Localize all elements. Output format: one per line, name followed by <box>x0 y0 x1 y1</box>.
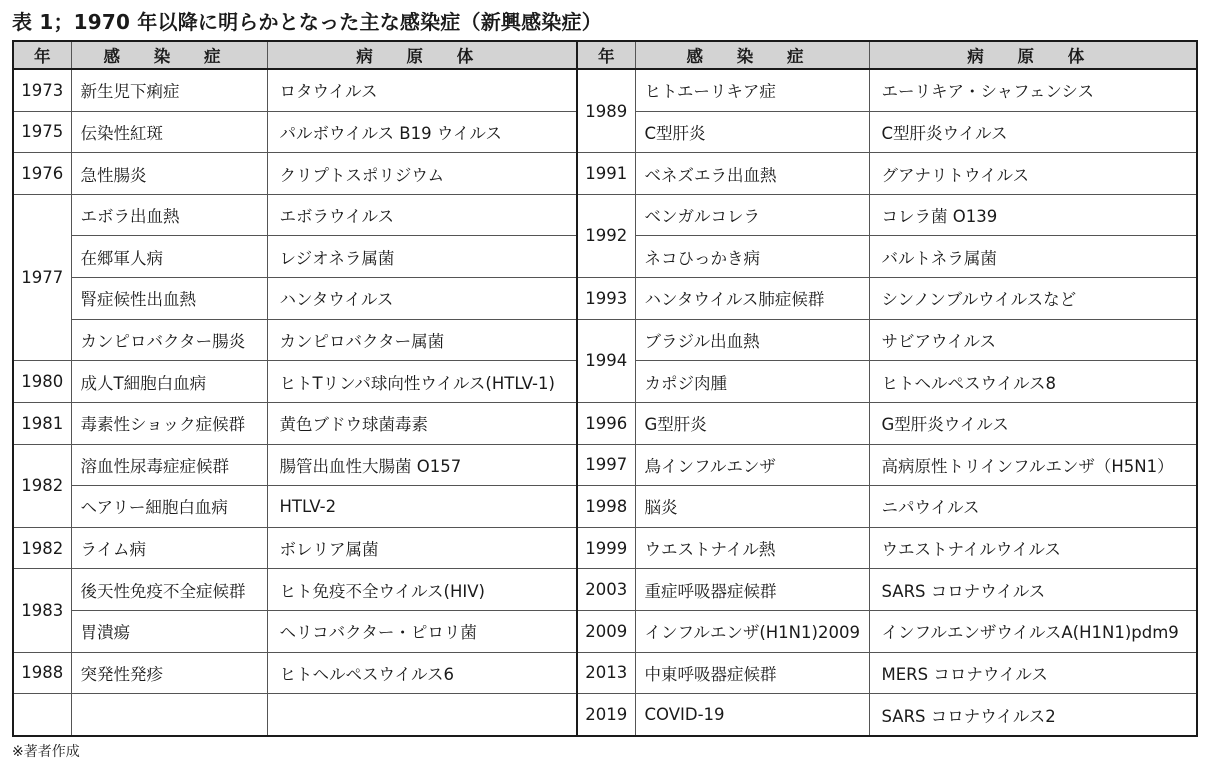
year-cell: 1982 <box>13 444 71 527</box>
table-row <box>13 486 1197 528</box>
table-row <box>13 444 1197 486</box>
pathogen-cell: エボラウイルス <box>267 194 577 236</box>
disease-cell: ウエストナイル熱 <box>635 527 869 569</box>
disease-cell: ブラジル出血熱 <box>635 319 869 361</box>
disease-cell: 脳炎 <box>635 486 869 528</box>
pathogen-cell: クリプトスポリジウム <box>267 153 577 195</box>
year-cell: 2003 <box>577 569 635 611</box>
year-cell: 1980 <box>13 361 71 403</box>
table-row <box>13 153 1197 195</box>
header-disease-right: 感 染 症 <box>635 41 869 69</box>
table-row <box>13 194 1197 236</box>
year-cell: 1992 <box>577 194 635 277</box>
pathogen-cell: ロタウイルス <box>267 69 577 111</box>
disease-cell: G型肝炎 <box>635 402 869 444</box>
disease-cell: ヒトエーリキア症 <box>635 69 869 111</box>
disease-cell: カンピロバクター腸炎 <box>71 319 267 361</box>
disease-cell <box>71 694 267 736</box>
disease-cell: 成人T細胞白血病 <box>71 361 267 403</box>
pathogen-cell: ヒトヘルペスウイルス6 <box>267 652 577 694</box>
year-cell: 1999 <box>577 527 635 569</box>
disease-cell: 毒素性ショック症候群 <box>71 402 267 444</box>
disease-cell: 伝染性紅斑 <box>71 111 267 153</box>
pathogen-cell: G型肝炎ウイルス <box>869 402 1197 444</box>
source-note: ※著者作成 <box>12 744 80 760</box>
disease-cell: エボラ出血熱 <box>71 194 267 236</box>
disease-cell: C型肝炎 <box>635 111 869 153</box>
disease-cell: 在郷軍人病 <box>71 236 267 278</box>
pathogen-cell: ハンタウイルス <box>267 278 577 320</box>
year-cell: 1981 <box>13 402 71 444</box>
year-cell: 1982 <box>13 527 71 569</box>
disease-cell: 鳥インフルエンザ <box>635 444 869 486</box>
year-cell: 1997 <box>577 444 635 486</box>
table-row <box>13 319 1197 361</box>
pathogen-cell: サビアウイルス <box>869 319 1197 361</box>
year-cell: 2013 <box>577 652 635 694</box>
pathogen-cell: レジオネラ属菌 <box>267 236 577 278</box>
disease-cell: 中東呼吸器症候群 <box>635 652 869 694</box>
pathogen-cell: C型肝炎ウイルス <box>869 111 1197 153</box>
table-row <box>13 652 1197 694</box>
header-pathogen-left: 病 原 体 <box>267 41 577 69</box>
disease-cell: インフルエンザ(H1N1)2009 <box>635 610 869 652</box>
disease-cell: 新生児下痢症 <box>71 69 267 111</box>
table-row <box>13 69 1197 111</box>
year-cell: 1991 <box>577 153 635 195</box>
pathogen-cell: ボレリア属菌 <box>267 527 577 569</box>
pathogen-cell: SARS コロナウイルス2 <box>869 694 1197 736</box>
disease-cell: ネコひっかき病 <box>635 236 869 278</box>
year-cell: 1975 <box>13 111 71 153</box>
disease-cell: COVID-19 <box>635 694 869 736</box>
disease-cell: ライム病 <box>71 527 267 569</box>
pathogen-cell: SARS コロナウイルス <box>869 569 1197 611</box>
disease-cell: ヘアリー細胞白血病 <box>71 486 267 528</box>
pathogen-cell <box>267 694 577 736</box>
pathogen-cell: ニパウイルス <box>869 486 1197 528</box>
pathogen-cell: HTLV-2 <box>267 486 577 528</box>
table-title: 表 1；1970 年以降に明らかとなった主な感染症（新興感染症） <box>12 10 602 34</box>
table-row <box>13 694 1197 736</box>
disease-cell: 重症呼吸器症候群 <box>635 569 869 611</box>
pathogen-cell: ヒトTリンパ球向性ウイルス(HTLV-1) <box>267 361 577 403</box>
year-cell: 1994 <box>577 319 635 402</box>
pathogen-cell: エーリキア・シャフェンシス <box>869 69 1197 111</box>
year-cell: 1973 <box>13 69 71 111</box>
pathogen-cell: ヒト免疫不全ウイルス(HIV) <box>267 569 577 611</box>
disease-cell: 後天性免疫不全症候群 <box>71 569 267 611</box>
disease-cell: 溶血性尿毒症症候群 <box>71 444 267 486</box>
disease-cell: ハンタウイルス肺症候群 <box>635 278 869 320</box>
pathogen-cell: グアナリトウイルス <box>869 153 1197 195</box>
year-cell: 1996 <box>577 402 635 444</box>
header-row <box>13 41 1197 69</box>
year-cell: 1977 <box>13 194 71 360</box>
pathogen-cell: コレラ菌 O139 <box>869 194 1197 236</box>
table-row <box>13 402 1197 444</box>
pathogen-cell: 腸管出血性大腸菌 O157 <box>267 444 577 486</box>
header-disease-left: 感 染 症 <box>71 41 267 69</box>
table-row <box>13 527 1197 569</box>
disease-cell: 腎症候性出血熱 <box>71 278 267 320</box>
pathogen-cell: ヘリコバクター・ピロリ菌 <box>267 610 577 652</box>
disease-cell: ベンガルコレラ <box>635 194 869 236</box>
year-cell: 1983 <box>13 569 71 652</box>
disease-cell: 胃潰瘍 <box>71 610 267 652</box>
year-cell: 1988 <box>13 652 71 694</box>
pathogen-cell: MERS コロナウイルス <box>869 652 1197 694</box>
year-cell: 1976 <box>13 153 71 195</box>
emerging-infections-table <box>12 40 1198 737</box>
year-cell: 1989 <box>577 69 635 153</box>
table-row <box>13 278 1197 320</box>
pathogen-cell: ヒトヘルペスウイルス8 <box>869 361 1197 403</box>
header-pathogen-right: 病 原 体 <box>869 41 1197 69</box>
pathogen-cell: バルトネラ属菌 <box>869 236 1197 278</box>
table-row <box>13 569 1197 611</box>
year-cell: 2019 <box>577 694 635 736</box>
disease-cell: 急性腸炎 <box>71 153 267 195</box>
year-cell <box>13 694 71 736</box>
disease-cell: ベネズエラ出血熱 <box>635 153 869 195</box>
pathogen-cell: パルボウイルス B19 ウイルス <box>267 111 577 153</box>
header-year-right: 年 <box>577 41 635 69</box>
pathogen-cell: 黄色ブドウ球菌毒素 <box>267 402 577 444</box>
disease-cell: カポジ肉腫 <box>635 361 869 403</box>
year-cell: 2009 <box>577 610 635 652</box>
year-cell: 1993 <box>577 278 635 320</box>
year-cell: 1998 <box>577 486 635 528</box>
pathogen-cell: シンノンブルウイルスなど <box>869 278 1197 320</box>
pathogen-cell: 高病原性トリインフルエンザ（H5N1） <box>869 444 1197 486</box>
header-year-left: 年 <box>13 41 71 69</box>
pathogen-cell: ウエストナイルウイルス <box>869 527 1197 569</box>
pathogen-cell: インフルエンザウイルスA(H1N1)pdm9 <box>869 610 1197 652</box>
table-row <box>13 610 1197 652</box>
disease-cell: 突発性発疹 <box>71 652 267 694</box>
pathogen-cell: カンピロバクター属菌 <box>267 319 577 361</box>
